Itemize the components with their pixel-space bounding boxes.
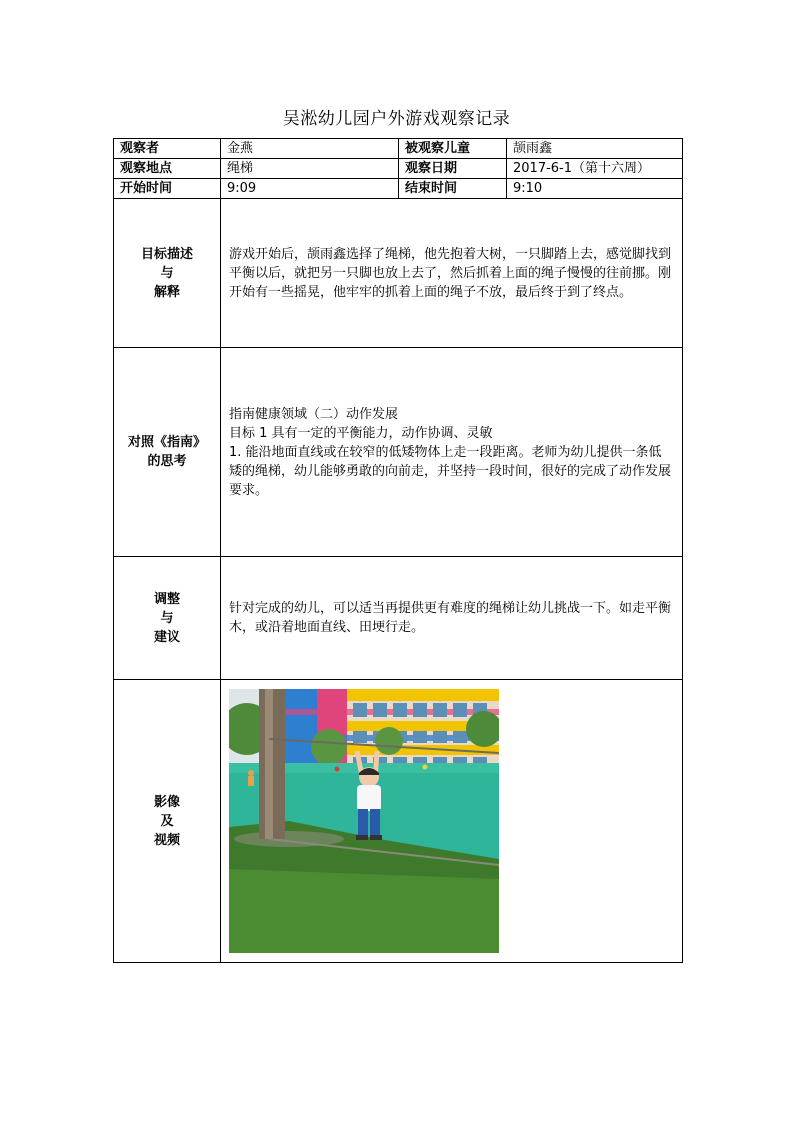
target-text: 游戏开始后，颉雨鑫选择了绳梯，他先抱着大树，一只脚踏上去，感觉脚找到平衡以后，就把另一只脚也放上去了，然后抓着上面的绳子慢慢的往前挪。刚开始有一些摇晃，他牢牢的抓着上面的绳子不放，最后终于到了终点。 bbox=[221, 199, 683, 348]
guide-text bbox=[221, 348, 683, 557]
guide-line-2: 目标 1 具有一定的平衡能力，动作协调、灵敏 bbox=[229, 425, 493, 441]
start-time-value: 9:09 bbox=[221, 179, 399, 199]
page-title: 吴淞幼儿园户外游戏观察记录 bbox=[282, 109, 511, 129]
guide-line-1: 指南健康领域（二）动作发展 bbox=[229, 406, 399, 422]
adjust-text: 针对完成的幼儿，可以适当再提供更有难度的绳梯让幼儿挑战一下。如走平衡木，或沿着地面直线、田埂行走。 bbox=[221, 557, 683, 680]
child-value: 颉雨鑫 bbox=[507, 139, 683, 159]
observer-label: 观察者 bbox=[114, 139, 221, 159]
target-label: 目标描述 与 解释 bbox=[114, 199, 221, 348]
start-time-label: 开始时间 bbox=[114, 179, 221, 199]
adjust-row bbox=[114, 557, 683, 680]
child-label: 被观察儿童 bbox=[399, 139, 507, 159]
end-time-label: 结束时间 bbox=[399, 179, 507, 199]
end-time-value: 9:10 bbox=[507, 179, 683, 199]
observer-value: 金燕 bbox=[221, 139, 399, 159]
header-row-1 bbox=[114, 139, 683, 159]
date-value: 2017-6-1（第十六周） bbox=[507, 159, 683, 179]
guide-line-3: 1. 能沿地面直线或在较窄的低矮物体上走一段距离。老师为幼儿提供一条低矮的绳梯，幼儿能够勇敢的向前走，并坚持一段时间，很好的完成了动作发展要求。 bbox=[229, 444, 672, 498]
location-label: 观察地点 bbox=[114, 159, 221, 179]
header-row-2 bbox=[114, 159, 683, 179]
guide-label: 对照《指南》 的思考 bbox=[114, 348, 221, 557]
location-value: 绳梯 bbox=[221, 159, 399, 179]
media-row bbox=[114, 680, 683, 963]
media-cell bbox=[221, 680, 683, 963]
observation-table bbox=[113, 138, 683, 963]
child-on-rope-ladder-photo bbox=[229, 689, 499, 953]
adjust-label: 调整 与 建议 bbox=[114, 557, 221, 680]
media-label: 影像 及 视频 bbox=[114, 680, 221, 963]
date-label: 观察日期 bbox=[399, 159, 507, 179]
guide-row bbox=[114, 348, 683, 557]
target-row bbox=[114, 199, 683, 348]
header-row-3 bbox=[114, 179, 683, 199]
